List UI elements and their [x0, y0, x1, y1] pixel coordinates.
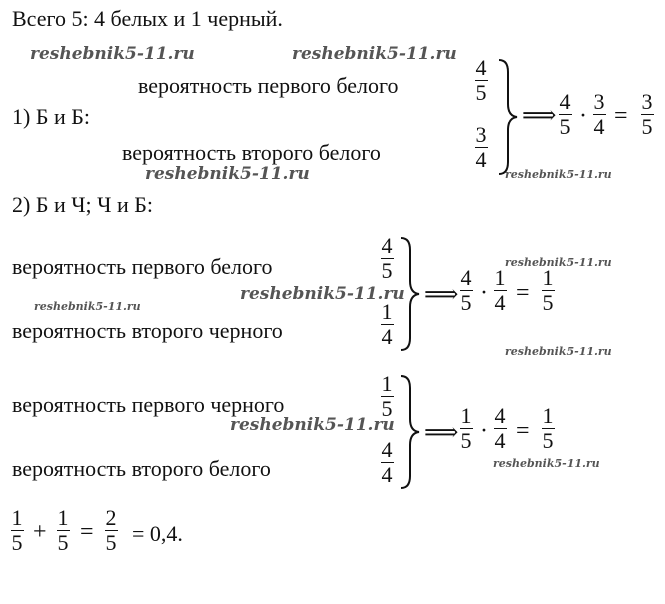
case1-result-c: [541, 266, 555, 315]
case1-result-b: [493, 266, 507, 315]
equals-symbol: =: [516, 280, 530, 306]
numerator: 4: [381, 437, 393, 462]
dot-symbol: ·: [579, 103, 587, 129]
part1-result-c: [640, 90, 654, 139]
case2-result-a: [459, 404, 473, 453]
numerator: 4: [460, 265, 472, 290]
denominator: 5: [460, 290, 472, 315]
denominator: 5: [559, 114, 571, 139]
denominator: 5: [542, 428, 554, 453]
implies-symbol: ⟹: [424, 420, 459, 446]
watermark: reshebnik5-11.ru: [145, 164, 310, 184]
final-frac-c: [104, 506, 118, 555]
case2-result-c: [541, 404, 555, 453]
watermark: reshebnik5-11.ru: [230, 415, 395, 435]
case2-line2: вероятность второго белого: [12, 456, 271, 481]
case1-line2: вероятность второго черного: [12, 318, 283, 343]
denominator: 5: [475, 80, 487, 105]
numerator: 1: [11, 505, 23, 530]
numerator: 4: [494, 403, 506, 428]
denominator: 5: [641, 114, 653, 139]
case2-line1: вероятность первого черного: [12, 392, 285, 417]
numerator: 3: [593, 89, 605, 114]
problem-statement: Всего 5: 4 белых и 1 черный.: [12, 6, 283, 31]
denominator: 5: [105, 530, 117, 555]
case2-frac2: [380, 438, 394, 487]
numerator: 4: [475, 55, 487, 80]
watermark: reshebnik5-11.ru: [292, 44, 457, 64]
numerator: 2: [105, 505, 117, 530]
part1-frac2: [474, 123, 488, 172]
denominator: 5: [460, 428, 472, 453]
dot-symbol: ·: [480, 280, 488, 306]
part1-result-a: [558, 90, 572, 139]
numerator: 1: [381, 299, 393, 324]
numerator: 1: [381, 371, 393, 396]
final-frac-b: [56, 506, 70, 555]
denominator: 4: [593, 114, 605, 139]
case1-frac1: [380, 234, 394, 283]
denominator: 4: [475, 147, 487, 172]
denominator: 4: [381, 324, 393, 349]
numerator: 4: [559, 89, 571, 114]
equals-symbol: =: [614, 103, 628, 129]
case1-result-a: [459, 266, 473, 315]
dot-symbol: ·: [480, 418, 488, 444]
numerator: 1: [542, 403, 554, 428]
right-brace-icon: [398, 374, 422, 490]
equals-symbol: =: [516, 418, 530, 444]
part1-line1: вероятность первого белого: [138, 73, 399, 98]
watermark: reshebnik5-11.ru: [30, 44, 195, 64]
case1-line1: вероятность первого белого: [12, 254, 273, 279]
part1-result-b: [592, 90, 606, 139]
watermark: reshebnik5-11.ru: [240, 284, 405, 304]
numerator: 3: [475, 122, 487, 147]
denominator: 5: [542, 290, 554, 315]
watermark: reshebnik5-11.ru: [505, 168, 612, 181]
denominator: 5: [381, 258, 393, 283]
numerator: 3: [641, 89, 653, 114]
equals-symbol: =: [80, 519, 94, 545]
case1-frac2: [380, 300, 394, 349]
numerator: 1: [494, 265, 506, 290]
numerator: 4: [381, 233, 393, 258]
watermark: reshebnik5-11.ru: [505, 345, 612, 358]
denominator: 5: [381, 396, 393, 421]
denominator: 4: [494, 428, 506, 453]
implies-symbol: ⟹: [424, 282, 459, 308]
part2-label: 2) Б и Ч; Ч и Б:: [12, 192, 153, 217]
plus-symbol: +: [33, 519, 47, 545]
final-value: = 0,4.: [132, 521, 183, 546]
implies-symbol: ⟹: [522, 103, 557, 129]
numerator: 1: [460, 403, 472, 428]
watermark: reshebnik5-11.ru: [493, 457, 600, 470]
case2-result-b: [493, 404, 507, 453]
denominator: 4: [381, 462, 393, 487]
final-frac-a: [10, 506, 24, 555]
right-brace-icon: [496, 58, 520, 176]
denominator: 4: [494, 290, 506, 315]
numerator: 1: [542, 265, 554, 290]
part1-frac1: [474, 56, 488, 105]
right-brace-icon: [398, 236, 422, 352]
part1-label: 1) Б и Б:: [12, 104, 90, 129]
case2-frac1: [380, 372, 394, 421]
part1-line2: вероятность второго белого: [122, 140, 381, 165]
watermark: reshebnik5-11.ru: [505, 256, 612, 269]
denominator: 5: [11, 530, 23, 555]
numerator: 1: [57, 505, 69, 530]
denominator: 5: [57, 530, 69, 555]
watermark: reshebnik5-11.ru: [34, 300, 141, 313]
